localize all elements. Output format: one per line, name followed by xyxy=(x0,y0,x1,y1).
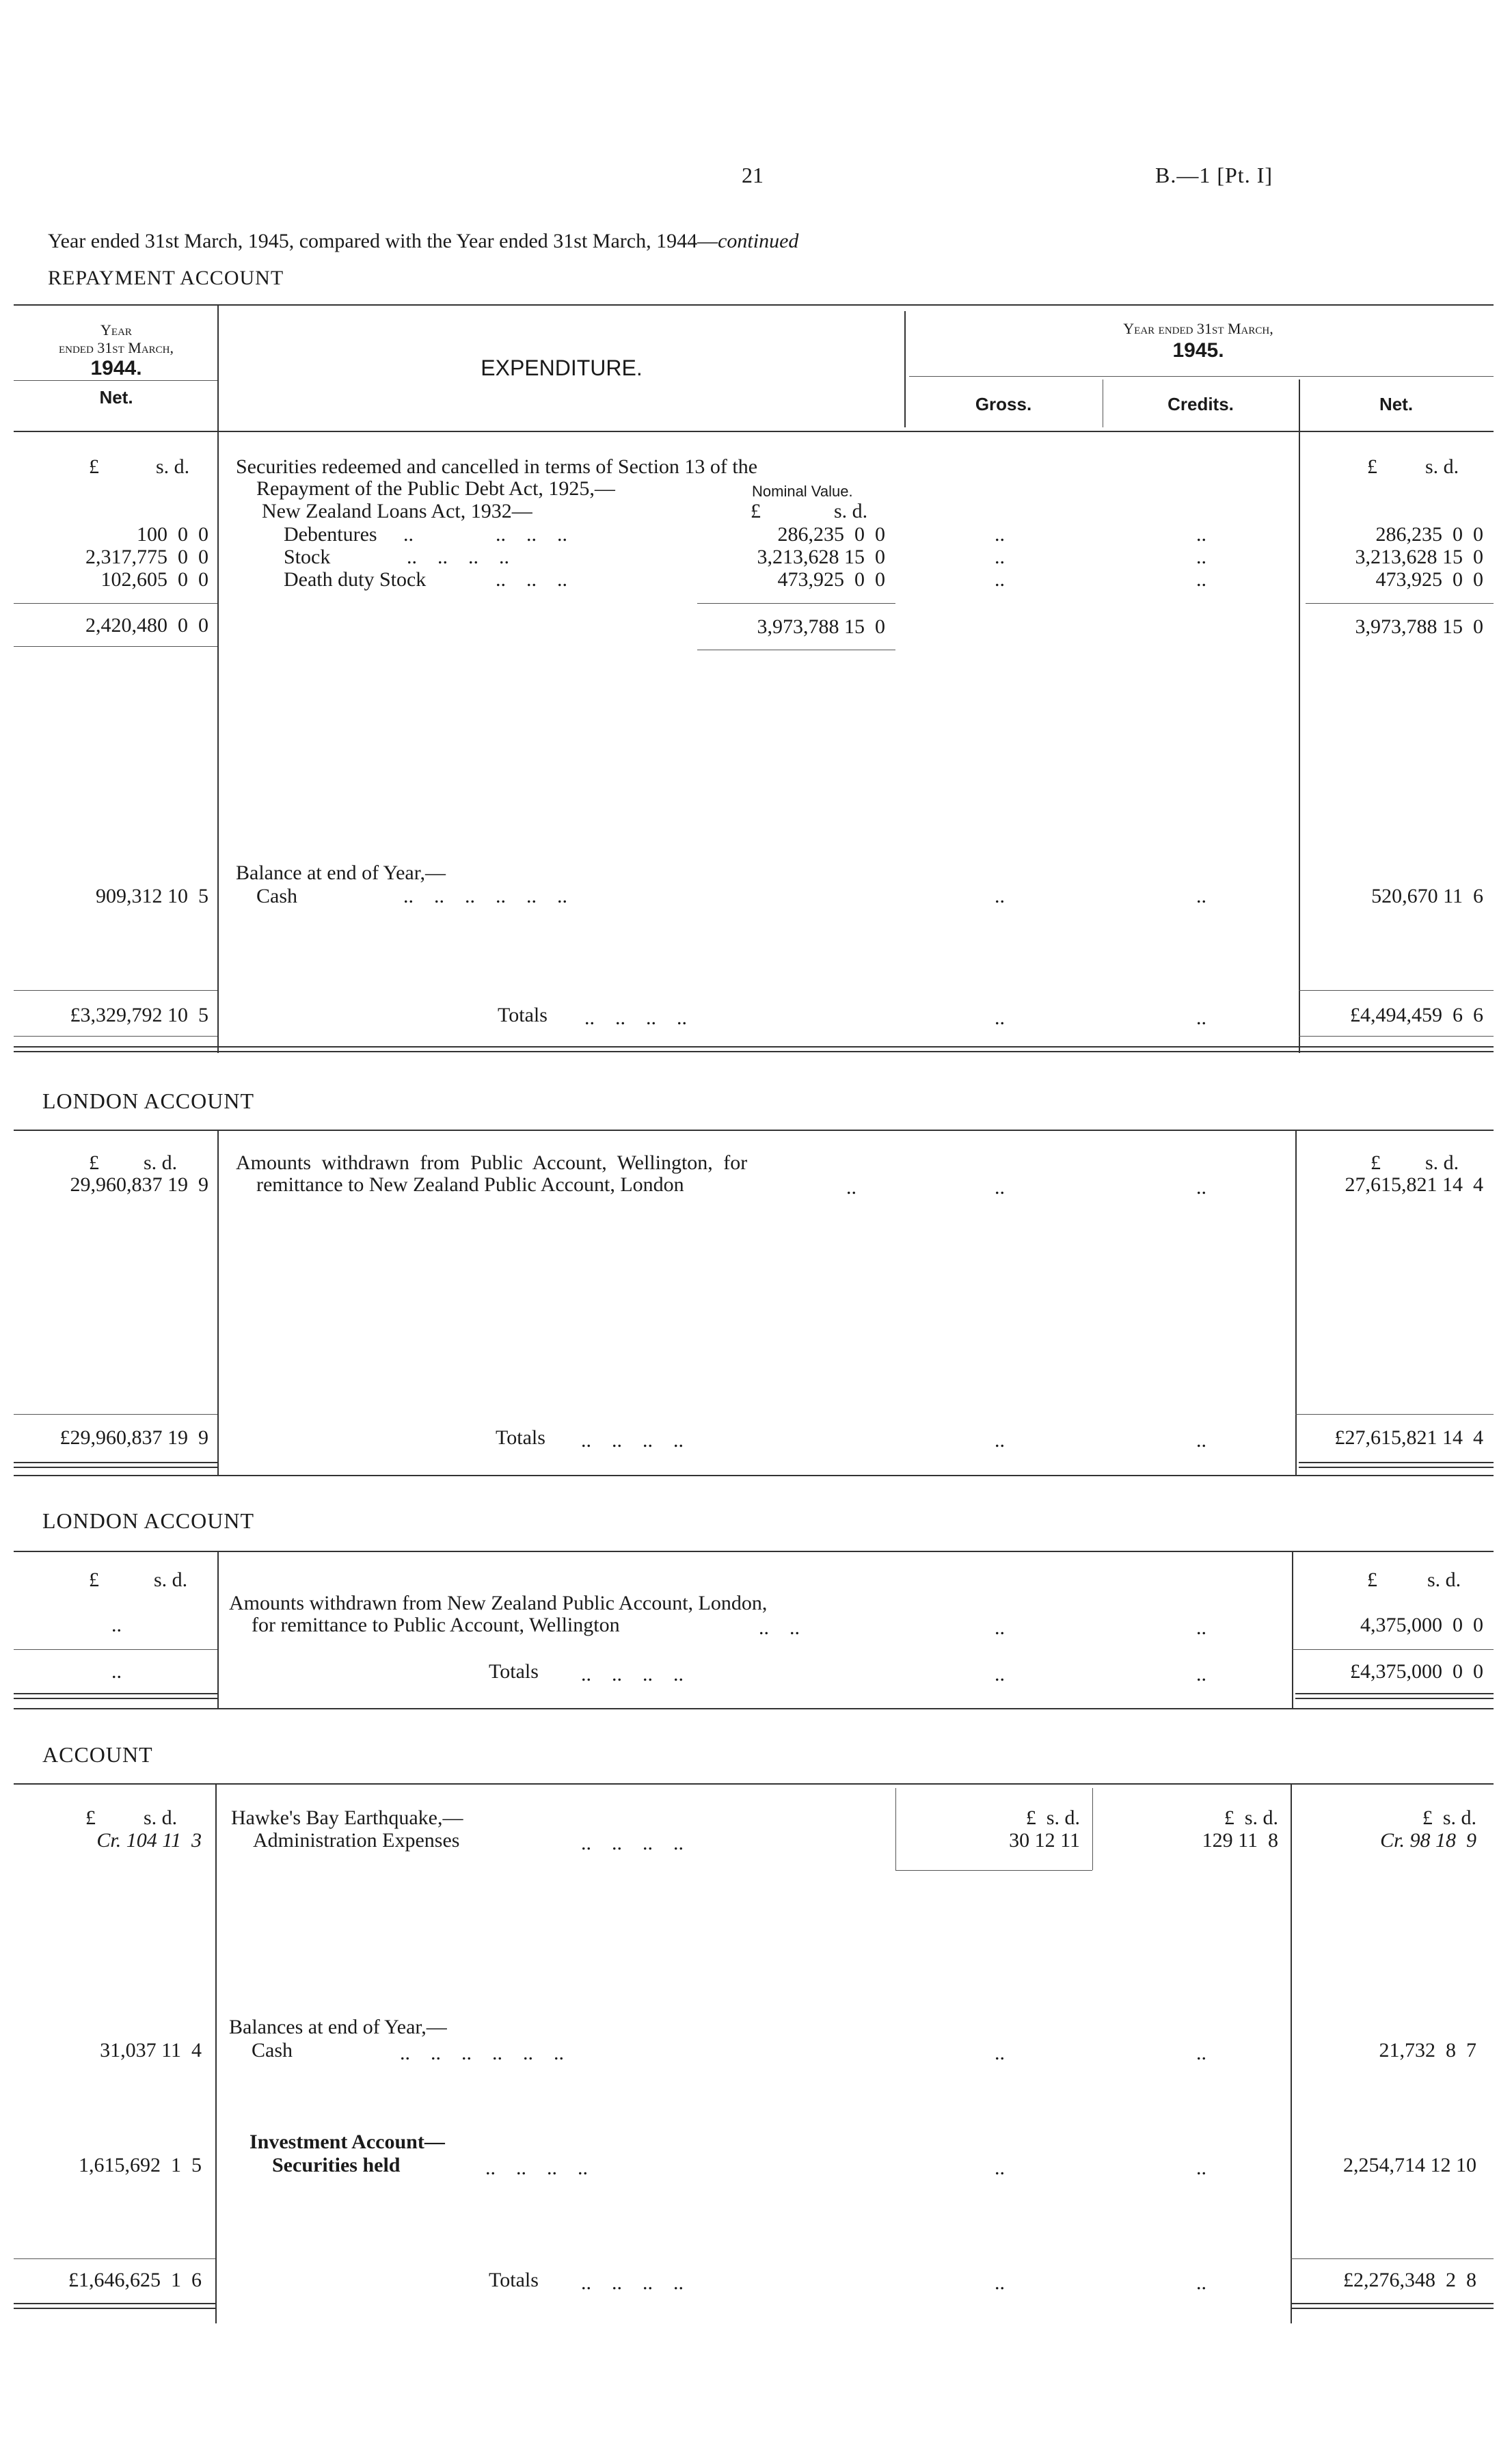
currency-sd: s. d. xyxy=(1425,455,1459,478)
account-cash-label: Cash xyxy=(252,2039,293,2062)
totals-prev: £3,329,792 10 5 xyxy=(70,1004,208,1026)
document-reference: B.—1 [Pt. I] xyxy=(1155,163,1273,187)
header-expenditure: EXPENDITURE. xyxy=(481,356,643,380)
london1-desc-line1: Amounts withdrawn from Public Account, Wellington, for xyxy=(236,1151,748,1174)
section-end-rule xyxy=(14,1475,1494,1476)
leader-dots: .. .. .. .. xyxy=(584,1006,687,1029)
table-top-rule xyxy=(14,1551,1494,1552)
debentures-net: 286,235 0 0 xyxy=(1375,523,1483,546)
hb-net-header: £ s. d. xyxy=(1422,1806,1476,1829)
col-divider xyxy=(217,304,219,1053)
leader-dots: .. xyxy=(995,1663,1005,1685)
leader-dots: .. xyxy=(995,1429,1005,1452)
investment-label: Investment Account— xyxy=(249,2131,445,2153)
totals-double-rule xyxy=(1295,1693,1494,1699)
header-year-1945: Year ended 31st March, xyxy=(1123,320,1273,337)
london2-totals-net: £4,375,000 0 0 xyxy=(1350,1660,1483,1683)
investment-net: 2,254,714 12 10 xyxy=(1343,2154,1476,2176)
hb-credits-header: £ s. d. xyxy=(1224,1806,1278,1829)
cash-label: Cash xyxy=(256,885,297,907)
leader-dots: .. .. .. xyxy=(496,523,567,546)
leader-dots: .. xyxy=(1196,1176,1206,1199)
currency-pound: £ xyxy=(1371,1151,1381,1174)
stock-net: 3,213,628 15 0 xyxy=(1355,546,1483,568)
section-title-account: ACCOUNT xyxy=(42,1742,153,1767)
table-top-rule xyxy=(14,1783,1494,1785)
header-net-1944: Net. xyxy=(99,387,133,408)
currency-pound: £ xyxy=(89,455,99,478)
leader-dots: .. .. .. .. xyxy=(581,2271,684,2294)
balances-label: Balances at end of Year,— xyxy=(229,2016,447,2038)
death-duty-prev: 102,605 0 0 xyxy=(100,568,208,591)
leader-dots: .. xyxy=(1196,885,1206,907)
leader-dots: .. xyxy=(1196,546,1206,568)
securities-held-label: Securities held xyxy=(272,2154,401,2176)
leader-dots: .. .. .. .. .. .. xyxy=(403,885,567,907)
totals-rule xyxy=(14,990,217,991)
nominal-value-label: Nominal Value. xyxy=(752,483,853,500)
col-divider xyxy=(217,1551,219,1708)
investment-prev: 1,615,692 1 5 xyxy=(79,2154,202,2176)
leader-dots: .. xyxy=(1196,2042,1206,2064)
section-end-rule xyxy=(14,1708,1494,1709)
header-rule xyxy=(909,376,1494,377)
totals-label: Totals xyxy=(496,1426,545,1449)
totals-rule xyxy=(1291,2258,1494,2259)
header-rule xyxy=(14,380,217,381)
section-end-rule xyxy=(14,1046,1494,1052)
currency-sd: s. d. xyxy=(144,1806,178,1829)
leader-dots: .. xyxy=(1196,1616,1206,1639)
table-top-rule xyxy=(14,304,1494,306)
col-divider xyxy=(1299,379,1300,1053)
currency-pound: £ xyxy=(89,1151,99,1174)
leader-dots: .. .. .. .. xyxy=(581,1663,684,1685)
leader-dots: .. xyxy=(1196,1006,1206,1029)
leader-dots: .. .. .. .. xyxy=(581,1429,684,1452)
totals-label: Totals xyxy=(489,1660,539,1683)
london1-totals-prev: £29,960,837 19 9 xyxy=(59,1426,208,1449)
cash-net: 520,670 11 6 xyxy=(1371,885,1483,907)
totals-double-rule xyxy=(1292,2303,1494,2309)
leader-dots: .. .. .. .. .. .. xyxy=(400,2042,564,2064)
totals-rule xyxy=(14,1649,217,1650)
leader-dots: .. xyxy=(995,885,1005,907)
currency-sd: s. d. xyxy=(144,1151,178,1174)
subtotal-prev: 2,420,480 0 0 xyxy=(85,614,208,637)
hawkes-bay-prev: Cr. 104 11 3 xyxy=(96,1829,202,1852)
leader-dots: .. .. .. .. xyxy=(407,546,509,568)
currency-sd: s. d. xyxy=(156,455,190,478)
currency-pound: £ xyxy=(85,1806,96,1829)
totals-label: Totals xyxy=(489,2269,539,2291)
account-cash-prev: 31,037 11 4 xyxy=(100,2039,202,2062)
totals-double-rule xyxy=(1299,1462,1494,1468)
col-divider xyxy=(217,1130,219,1475)
leader-dots: .. xyxy=(995,568,1005,591)
leader-dots: .. xyxy=(1196,2157,1206,2179)
london1-totals-net: £27,615,821 14 4 xyxy=(1334,1426,1483,1449)
leader-dots: .. xyxy=(1196,523,1206,546)
table-top-rule xyxy=(14,1130,1494,1131)
hawkes-bay-label: Hawke's Bay Earthquake,— xyxy=(231,1806,463,1829)
london2-desc-line2: for remittance to Public Account, Wellington xyxy=(252,1614,620,1636)
leader-dots: .. .. xyxy=(759,1616,800,1639)
london2-desc-line1: Amounts withdrawn from New Zealand Public Account, London, xyxy=(229,1592,768,1614)
totals-double-rule xyxy=(14,1693,217,1699)
subtotal-rule xyxy=(14,603,217,604)
page-subtitle: Year ended 31st March, 1945, compared with the Year ended 31st March, 1944—continued xyxy=(48,230,799,252)
currency-pound: £ xyxy=(1367,455,1377,478)
section-title-repayment: REPAYMENT ACCOUNT xyxy=(48,267,284,289)
hb-gross: 30 12 11 xyxy=(1009,1829,1080,1852)
subtotal-rule xyxy=(697,603,895,604)
leader-dots: .. xyxy=(995,2042,1005,2064)
header-ended-1944: ended 31st March, xyxy=(58,339,174,356)
death-duty-label: Death duty Stock xyxy=(284,568,427,591)
leader-dots: .. xyxy=(995,1176,1005,1199)
london2-net: 4,375,000 0 0 xyxy=(1360,1614,1483,1636)
totals-rule xyxy=(1295,1414,1494,1415)
header-year-1944: Year xyxy=(100,321,132,338)
london1-desc-line2: remittance to New Zealand Public Account, London xyxy=(256,1173,684,1196)
cash-prev: 909,312 10 5 xyxy=(96,885,208,907)
col-divider xyxy=(215,1783,217,2323)
col-divider xyxy=(1092,1788,1093,1870)
header-1945: 1945. xyxy=(1172,339,1224,362)
col-divider xyxy=(895,1788,896,1870)
nominal-pound: £ xyxy=(751,500,761,522)
header-gross: Gross. xyxy=(975,394,1032,414)
subtotal-net: 3,973,788 15 0 xyxy=(1355,615,1483,638)
account-totals-prev: £1,646,625 1 6 xyxy=(68,2269,202,2291)
currency-pound: £ xyxy=(1367,1569,1377,1591)
stock-prev: 2,317,775 0 0 xyxy=(85,546,208,568)
totals-double-rule xyxy=(14,1462,217,1468)
london2-prev: .. xyxy=(111,1614,122,1636)
leader-dots: .. xyxy=(403,523,414,546)
leader-dots: .. .. .. xyxy=(496,568,567,591)
totals-net: £4,494,459 6 6 xyxy=(1350,1004,1483,1026)
leader-dots: .. xyxy=(1196,568,1206,591)
leader-dots: .. xyxy=(995,546,1005,568)
death-duty-net: 473,925 0 0 xyxy=(1375,568,1483,591)
totals-underline xyxy=(14,1036,217,1037)
repayment-desc-line2: Repayment of the Public Debt Act, 1925,— xyxy=(256,477,615,500)
subtotal-rule xyxy=(1306,603,1494,604)
leader-dots: .. xyxy=(1196,2271,1206,2294)
totals-double-rule xyxy=(14,2303,215,2309)
currency-sd: s. d. xyxy=(1427,1569,1461,1591)
header-bottom-rule xyxy=(14,431,1494,432)
subtotal-nominal: 3,973,788 15 0 xyxy=(757,615,885,638)
admin-expenses-label: Administration Expenses xyxy=(253,1829,460,1852)
header-credits: Credits. xyxy=(1167,394,1234,414)
hb-net: Cr. 98 18 9 xyxy=(1380,1829,1476,1852)
leader-dots: .. .. .. .. xyxy=(485,2157,588,2179)
currency-sd: s. d. xyxy=(1425,1151,1459,1174)
currency-pound: £ xyxy=(89,1569,99,1591)
totals-rule xyxy=(14,1414,217,1415)
leader-dots: .. xyxy=(995,2271,1005,2294)
repayment-desc-line1: Securities redeemed and cancelled in terms of Section 13 of the xyxy=(236,455,758,478)
debentures-nominal: 286,235 0 0 xyxy=(777,523,885,546)
debentures-label: Debentures xyxy=(284,523,377,546)
london1-prev: 29,960,837 19 9 xyxy=(70,1173,208,1196)
subtotal-rule xyxy=(14,646,217,647)
death-duty-nominal: 473,925 0 0 xyxy=(777,568,885,591)
stock-label: Stock xyxy=(284,546,331,568)
leader-dots: .. xyxy=(846,1176,856,1199)
totals-rule xyxy=(14,2258,215,2259)
leader-dots: .. xyxy=(995,523,1005,546)
london1-net: 27,615,821 14 4 xyxy=(1345,1173,1483,1196)
cell-rule xyxy=(895,1870,1092,1871)
page-number: 21 xyxy=(742,163,764,187)
totals-label: Totals xyxy=(498,1004,548,1026)
nominal-sd: s. d. xyxy=(834,500,868,522)
debentures-prev: 100 0 0 xyxy=(137,523,208,546)
account-cash-net: 21,732 8 7 xyxy=(1379,2039,1476,2062)
hb-credits: 129 11 8 xyxy=(1202,1829,1278,1852)
section-title-london-2: LONDON ACCOUNT xyxy=(42,1508,254,1533)
header-1944: 1944. xyxy=(90,357,142,379)
leader-dots: .. xyxy=(1196,1429,1206,1452)
account-totals-net: £2,276,348 2 8 xyxy=(1343,2269,1476,2291)
london2-totals-prev: .. xyxy=(111,1660,122,1683)
leader-dots: .. .. .. .. xyxy=(581,1832,684,1854)
hb-gross-header: £ s. d. xyxy=(1025,1806,1080,1829)
header-net-1945: Net. xyxy=(1379,394,1414,414)
balance-label: Balance at end of Year,— xyxy=(236,862,446,884)
repayment-desc-line3: New Zealand Loans Act, 1932— xyxy=(262,500,532,522)
totals-rule xyxy=(1292,1649,1494,1650)
section-title-london-1: LONDON ACCOUNT xyxy=(42,1089,254,1113)
stock-nominal: 3,213,628 15 0 xyxy=(757,546,885,568)
leader-dots: .. xyxy=(1196,1663,1206,1685)
leader-dots: .. xyxy=(995,1006,1005,1029)
currency-sd: s. d. xyxy=(154,1569,188,1591)
totals-rule xyxy=(1299,990,1494,991)
totals-underline xyxy=(1299,1036,1494,1037)
leader-dots: .. xyxy=(995,1616,1005,1639)
leader-dots: .. xyxy=(995,2157,1005,2179)
